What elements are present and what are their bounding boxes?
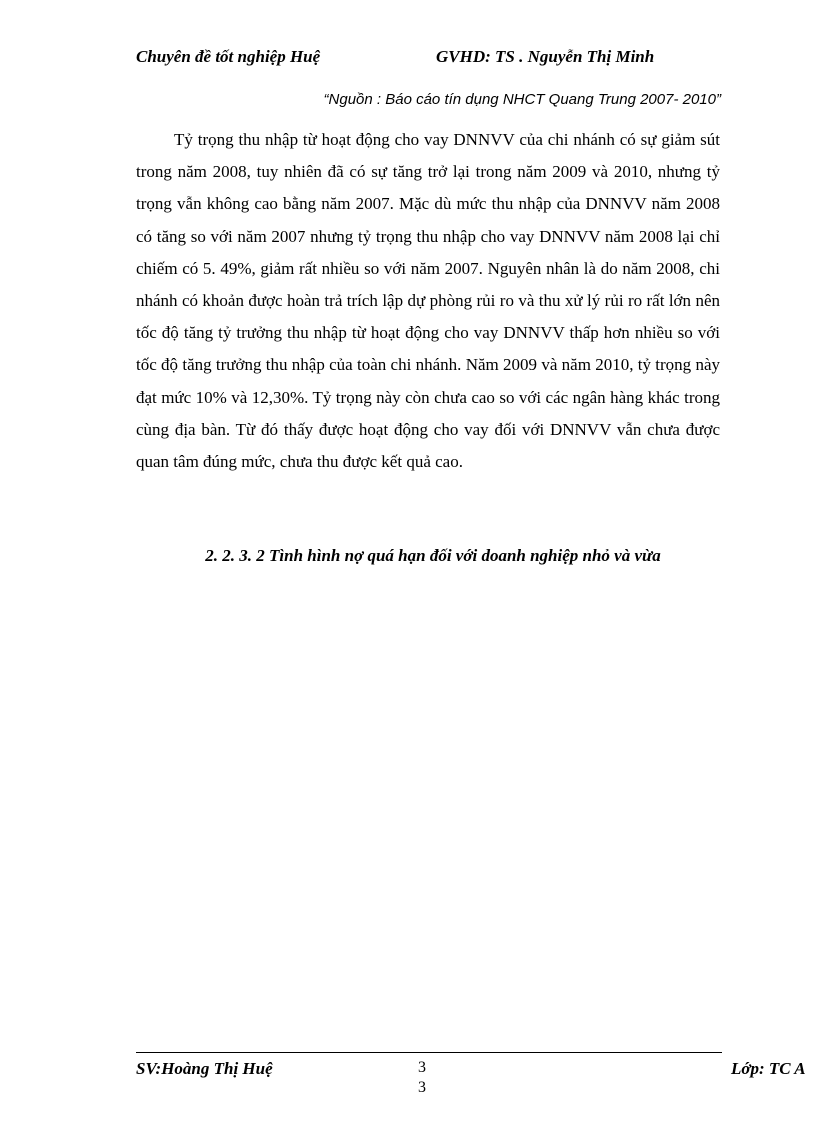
page-number	[418, 1058, 426, 1098]
header-thesis-title: Chuyên đề tốt nghiệp Huệ	[136, 47, 321, 66]
footer-divider	[136, 1052, 722, 1053]
footer-student-name: SV:Hoàng Thị Huệ	[136, 1059, 273, 1078]
footer-class-label: Lớp: TC A	[731, 1059, 806, 1078]
page-number-line-2: 3	[418, 1079, 426, 1096]
page-number-line-1: 3	[418, 1059, 426, 1076]
header-advisor: GVHD: TS . Nguyễn Thị Minh	[436, 47, 655, 66]
body-paragraph: Tỷ trọng thu nhập từ hoạt động cho vay DNNVV của chi nhánh có sự giảm sút trong năm 2008, tuy nhiên đã có sự tăng trở lại trong năm 2009 và 2010, nhưng tỷ trọng vẫn không cao bằng năm 2007. Mặc dù mức thu nhập của DNNVV năm 2008 có tăng so với năm 2007 nhưng tỷ trọng thu nhập cho vay DNNVV năm 2008 lại chỉ chiếm có 5. 49%, giảm rất nhiều so với năm 2007. Nguyên nhân là do năm 2008, chi nhánh có khoản được hoàn trả trích lập dự phòng rủi ro và thu xử lý rủi ro rất lớn nên tốc độ tăng tỷ trưởng thu nhập từ hoạt động cho vay DNNVV thấp hơn nhiều so với tốc độ tăng trưởng thu nhập của toàn chi nhánh. Năm 2009 và năm 2010, tỷ trọng này đạt mức 10% và 12,30%. Tỷ trọng này còn chưa cao so với các ngân hàng khác trong cùng địa bàn. Từ đó thấy được hoạt động cho vay đối với DNNVV vẫn chưa được quan tâm đúng mức, chưa thu được kết quả cao.	[136, 130, 720, 472]
source-note: “Nguồn : Báo cáo tín dụng NHCT Quang Trung 2007- 2010”	[323, 91, 721, 108]
section-heading: 2. 2. 3. 2 Tình hình nợ quá hạn đối với doanh nghiệp nhỏ và vừa	[205, 546, 661, 565]
